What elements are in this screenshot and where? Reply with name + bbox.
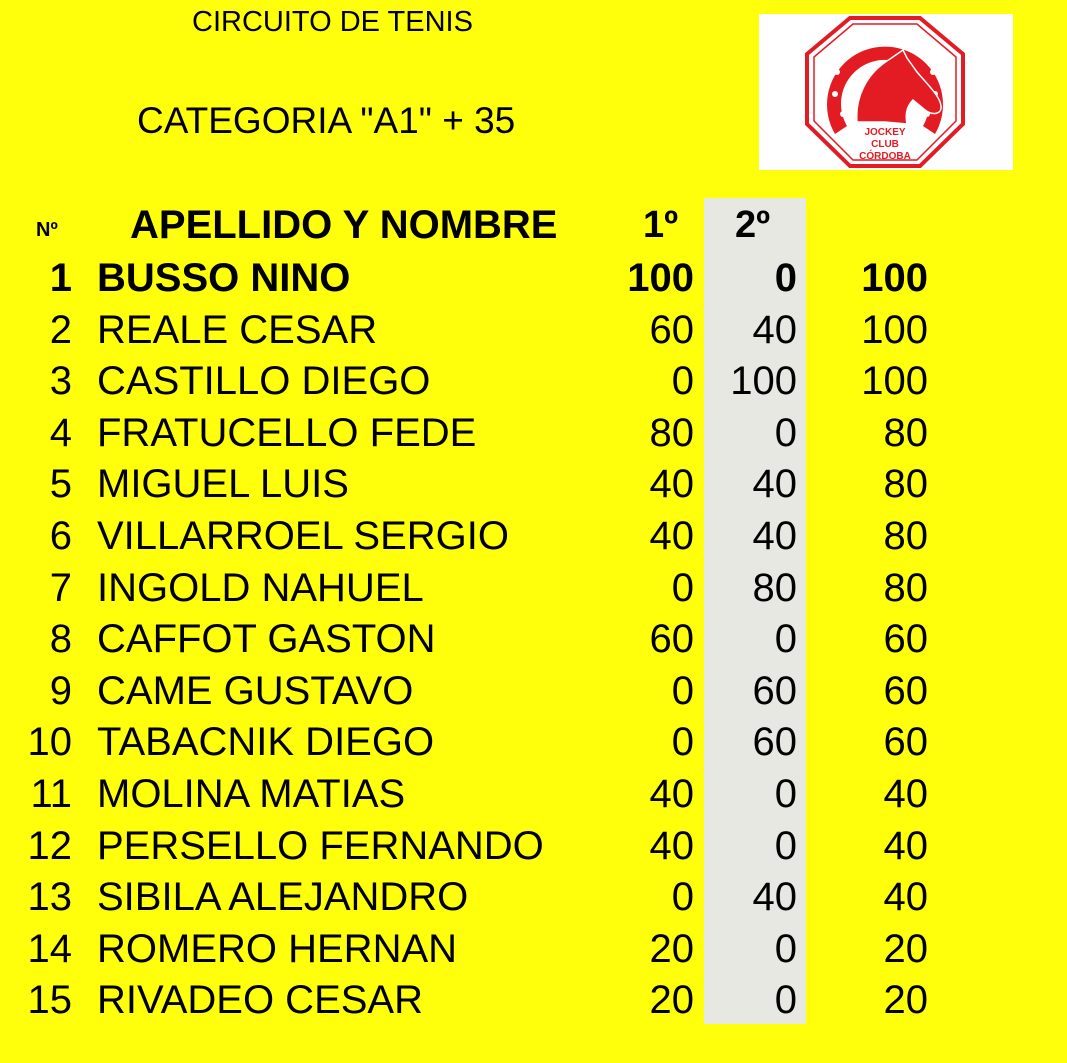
table-row <box>0 459 1067 511</box>
header-round-1: 1º <box>643 204 679 246</box>
row-number: 3 <box>49 359 72 404</box>
player-name: MIGUEL LUIS <box>97 462 349 507</box>
round-1-points: 40 <box>649 462 694 507</box>
player-name: TABACNIK DIEGO <box>97 720 435 765</box>
total-points: 60 <box>883 720 928 765</box>
player-name: PERSELLO FERNANDO <box>97 823 544 868</box>
table-row <box>0 253 1067 305</box>
round-2-points: 100 <box>730 359 797 404</box>
total-points: 80 <box>883 410 928 455</box>
round-2-points: 0 <box>774 978 797 1023</box>
round-1-points: 20 <box>649 978 694 1023</box>
logo-line1: JOCKEY <box>864 127 906 138</box>
total-points: 100 <box>861 256 928 300</box>
total-points: 40 <box>883 771 928 816</box>
round-1-points: 60 <box>649 307 694 352</box>
row-number: 2 <box>49 307 72 352</box>
total-points: 100 <box>861 307 928 352</box>
total-points: 40 <box>883 875 928 920</box>
round-2-points: 80 <box>752 565 797 610</box>
row-number: 1 <box>49 256 72 300</box>
circuit-title: CIRCUITO DE TENIS <box>192 6 473 38</box>
total-points: 60 <box>883 668 928 713</box>
round-2-points: 0 <box>774 617 797 662</box>
row-number: 14 <box>27 926 72 971</box>
row-number: 7 <box>49 565 72 610</box>
row-number: 10 <box>27 720 72 765</box>
round-2-points: 0 <box>774 823 797 868</box>
player-name: SIBILA ALEJANDRO <box>97 875 469 920</box>
total-points: 80 <box>883 513 928 558</box>
player-name: MOLINA MATIAS <box>97 771 406 816</box>
table-row <box>0 511 1067 563</box>
total-points: 60 <box>883 617 928 662</box>
table-row <box>0 563 1067 615</box>
header-round-2: 2º <box>735 204 771 246</box>
row-number: 12 <box>27 823 72 868</box>
table-row <box>0 356 1067 408</box>
round-1-points: 100 <box>627 256 694 300</box>
round-1-points: 0 <box>671 668 694 713</box>
ranking-table <box>0 253 1067 1027</box>
round-2-points: 60 <box>752 668 797 713</box>
player-name: ROMERO HERNAN <box>97 926 458 971</box>
player-name: CASTILLO DIEGO <box>97 359 431 404</box>
row-number: 15 <box>27 978 72 1023</box>
round-1-points: 40 <box>649 771 694 816</box>
round-1-points: 80 <box>649 410 694 455</box>
total-points: 40 <box>883 823 928 868</box>
table-row <box>0 872 1067 924</box>
player-name: CAME GUSTAVO <box>97 668 414 713</box>
round-1-points: 0 <box>671 565 694 610</box>
row-number: 11 <box>30 771 72 816</box>
round-2-points: 40 <box>752 307 797 352</box>
header-name: APELLIDO Y NOMBRE <box>130 203 558 247</box>
total-points: 80 <box>883 462 928 507</box>
round-1-points: 20 <box>649 926 694 971</box>
category-title: CATEGORIA "A1" + 35 <box>137 100 516 141</box>
round-2-points: 0 <box>774 771 797 816</box>
player-name: FRATUCELLO FEDE <box>97 410 477 455</box>
table-row <box>0 975 1067 1027</box>
round-2-points: 40 <box>752 462 797 507</box>
player-name: REALE CESAR <box>97 307 378 352</box>
table-row <box>0 769 1067 821</box>
jockey-club-logo <box>759 14 1013 170</box>
player-name: VILLARROEL SERGIO <box>97 513 509 558</box>
horseshoe-horse-icon <box>795 14 975 170</box>
round-1-points: 40 <box>649 823 694 868</box>
round-2-points: 0 <box>774 926 797 971</box>
logo-line3: CÓRDOBA <box>859 151 911 162</box>
total-points: 100 <box>861 359 928 404</box>
row-number: 13 <box>27 875 72 920</box>
logo-line2: CLUB <box>871 139 899 150</box>
total-points: 20 <box>883 926 928 971</box>
round-2-points: 40 <box>752 875 797 920</box>
total-points: 20 <box>883 978 928 1023</box>
row-number: 4 <box>49 410 72 455</box>
table-row <box>0 924 1067 976</box>
round-2-points: 0 <box>774 410 797 455</box>
round-1-points: 60 <box>649 617 694 662</box>
row-number: 9 <box>49 668 72 713</box>
row-number: 8 <box>49 617 72 662</box>
player-name: BUSSO NINO <box>97 256 351 300</box>
player-name: INGOLD NAHUEL <box>97 565 424 610</box>
table-row <box>0 614 1067 666</box>
round-1-points: 0 <box>671 875 694 920</box>
row-number: 5 <box>49 462 72 507</box>
round-2-points: 40 <box>752 513 797 558</box>
round-1-points: 40 <box>649 513 694 558</box>
player-name: RIVADEO CESAR <box>97 978 423 1023</box>
table-row <box>0 408 1067 460</box>
round-1-points: 0 <box>671 720 694 765</box>
player-name: CAFFOT GASTON <box>97 617 436 662</box>
table-row <box>0 305 1067 357</box>
round-2-points: 0 <box>774 256 797 300</box>
table-row <box>0 821 1067 873</box>
total-points: 80 <box>883 565 928 610</box>
header-number: Nº <box>36 219 58 241</box>
row-number: 6 <box>49 513 72 558</box>
round-2-points: 60 <box>752 720 797 765</box>
round-1-points: 0 <box>671 359 694 404</box>
table-row <box>0 666 1067 718</box>
table-row <box>0 717 1067 769</box>
